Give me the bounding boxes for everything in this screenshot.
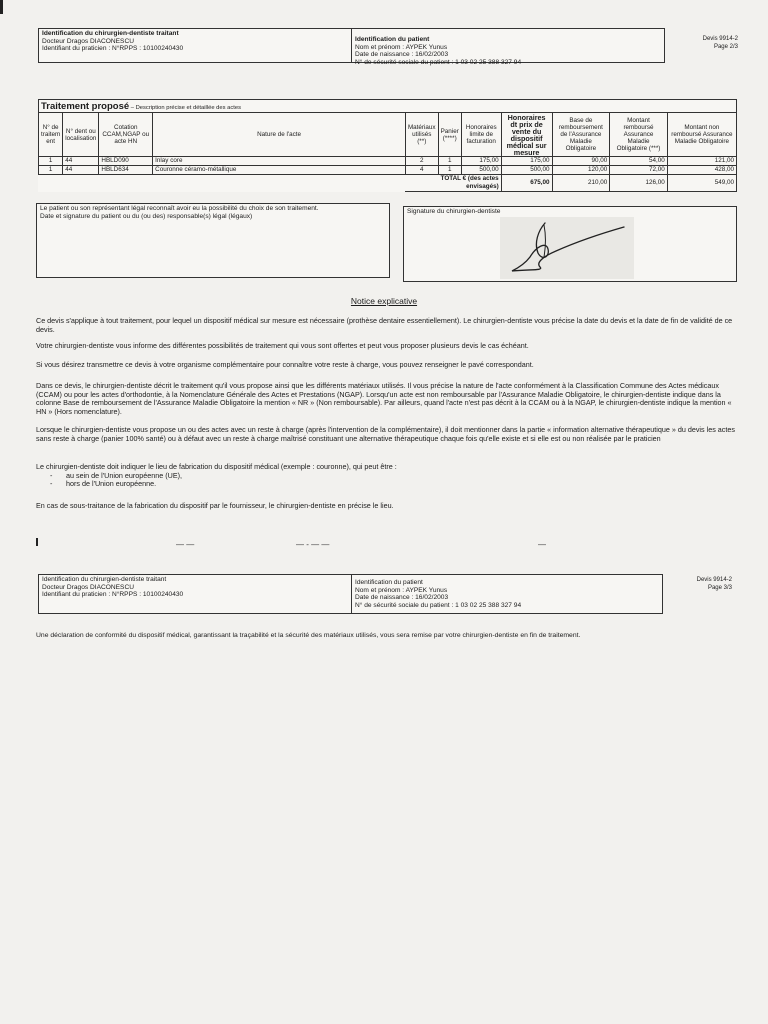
cell-panier: 1 <box>438 166 461 175</box>
notice-title: Notice explicative <box>350 296 418 306</box>
notice-paragraph: Si vous désirez transmettre ce devis à votre organisme complémentaire pour connaître votre reste à charge, vous pouvez renseigner le pavé correspondant. <box>36 360 534 369</box>
notice-paragraph: Lorsque le chirurgien-dentiste vous propose un ou des actes avec un reste à charge (après l'intervention de la complémentaire), il doit mentionner dans la partie « information alternative thérapeutique » du devis les actes sans reste à charge (panier 100% santé) ou à défaut avec un reste à charge maîtrisé constituant une alternative thérapeutique chaque fois qu'elle existe et si elle est ou non réalisée par le praticien <box>36 425 735 443</box>
cell-honoraires: 175,00 <box>501 157 552 166</box>
treatment-table <box>38 112 737 192</box>
total-spacer <box>39 175 406 192</box>
patient-title: Identification du patient <box>355 579 423 586</box>
patient-dob: Date de naissance : 16/02/2003 <box>355 594 449 602</box>
notice-paragraph: Le chirurgien-dentiste doit indiquer le lieu de fabrication du dispositif médical (exemple : couronne), qui peut être : <box>36 462 397 471</box>
patient-ssn: N° de sécurité sociale du patient : 1 03 02 25 388 327 94 <box>355 601 522 609</box>
page2-identification-box <box>38 28 665 66</box>
col-header-honoraires: Honoraires dt prix de vente du dispositif médical sur mesure <box>501 113 552 157</box>
page3-identification-box <box>38 574 663 614</box>
patient-title: Identification du patient <box>355 36 430 43</box>
cell-limite: 500,00 <box>461 166 501 175</box>
cell-cotation: HBLD634 <box>99 166 153 175</box>
patient-ssn: N° de sécurité sociale du patient : 1 03 02 25 388 327 94 <box>355 58 522 66</box>
conformity-declaration: Une déclaration de conformité du dispositif médical, garantissant la traçabilité et la sécurité des matériaux utilisés, vous sera remise par votre chirurgien-dentiste en fin de traitement. <box>36 632 581 639</box>
cell-non-rembourse: 428,00 <box>667 166 736 175</box>
total-rembourse: 126,00 <box>610 175 667 192</box>
consent-line1: Le patient ou son représentant légal reconnaît avoir eu la possibilité du choix de son traitement. <box>40 205 319 212</box>
cell-panier: 1 <box>438 157 461 166</box>
manufacturing-location-list <box>50 472 736 489</box>
col-header-cotation: Cotation CCAM,NGAP ou acte HN <box>99 113 153 157</box>
scan-mark <box>36 538 38 546</box>
patient-name: Nom et prénom : AYPEK Yunus <box>355 43 448 51</box>
notice-paragraph: Votre chirurgien-dentiste vous informe des différentes possibilités de traitement qui vous sont offertes et peut vous proposer plusieurs devis le cas échéant. <box>36 341 529 350</box>
table-header-row <box>39 113 737 157</box>
page3-devis-ref <box>697 577 732 592</box>
dentist-identification <box>39 575 352 613</box>
cell-nature: Couronne céramo-métallique <box>153 166 406 175</box>
cell-materiaux: 2 <box>405 157 438 166</box>
cell-limite: 175,00 <box>461 157 501 166</box>
devis-number: Devis 9914-2 <box>702 36 738 42</box>
cell-cotation: HBLD090 <box>99 157 153 166</box>
dentist-title: Identification du chirurgien-dentiste traitant <box>42 576 167 583</box>
col-header-dent: N° dent ou localisation <box>63 113 99 157</box>
col-header-base: Base de remboursement de l'Assurance Maladie Obligatoire <box>552 113 610 157</box>
consent-line2: Date et signature du patient ou du (ou des) responsable(s) légal (légaux) <box>40 212 253 220</box>
page2-devis-ref <box>703 36 738 51</box>
page-number: Page 3/3 <box>707 584 732 591</box>
total-non-rembourse: 549,00 <box>667 175 736 192</box>
separator-dashes: — <box>538 540 546 549</box>
notice-list-block <box>36 463 736 489</box>
cell-rembourse: 54,00 <box>610 157 667 166</box>
cell-dent: 44 <box>63 157 99 166</box>
col-header-limite: Honoraires limite de facturation <box>461 113 501 157</box>
treatment-title-text: Traitement proposé <box>41 101 130 112</box>
dentist-title: Identification du chirurgien-dentiste traitant <box>42 30 179 37</box>
list-item: - au sein de l'Union européenne (UE), <box>50 472 736 481</box>
col-header-rembourse: Montant remboursé Assurance Maladie Obligatoire (***) <box>610 113 667 157</box>
cell-honoraires: 500,00 <box>501 166 552 175</box>
col-header-non-rembourse: Montant non remboursé Assurance Maladie Obligatoire <box>667 113 736 157</box>
col-header-num: N° de traitem ent <box>39 113 63 157</box>
separator-dashes: — - — — <box>296 540 330 549</box>
handwritten-signature <box>500 217 634 279</box>
treatment-subtitle: – Description précise et détaillée des actes <box>129 105 241 111</box>
cell-base: 120,00 <box>552 166 610 175</box>
notice-paragraph: Ce devis s'applique à tout traitement, pour lequel un dispositif médical sur mesure est nécessaire (prothèse dentaire essentiellement). Le chirurgien-dentiste vous précise la date du devis et la date de fin de validité de ce devis. <box>36 316 733 334</box>
patient-consent-box <box>36 203 390 278</box>
cell-non-rembourse: 121,00 <box>667 157 736 166</box>
dentist-name: Docteur Dragos DIACONESCU <box>42 37 134 45</box>
devis-number: Devis 9914-2 <box>696 577 732 583</box>
signature-label: Signature du chirurgien-dentiste <box>407 208 501 215</box>
col-header-nature: Nature de l'acte <box>153 113 406 157</box>
list-item: - hors de l'Union européenne. <box>50 480 736 489</box>
treatment-title <box>38 99 737 112</box>
table-row <box>39 166 737 175</box>
patient-dob: Date de naissance : 16/02/2003 <box>355 51 449 59</box>
col-header-panier: Panier (****) <box>438 113 461 157</box>
notice-paragraph: Dans ce devis, le chirurgien-dentiste décrit le traitement qu'il vous propose ainsi que les différents matériaux utilisés. Il vous précise la nature de l'acte conformément à la Classification Commune des Actes médicaux (CCAM) ou pour les actes d'orthodontie, à la Nomenclature Générale des Actes et Prestations (NGAP). Lorsqu'un acte est non remboursable par l'Assurance Maladie Obligatoire, le chirurgien-dentiste indique dans la colonne Base de remboursement de l'Assurance Maladie Obligatoire la mention « NR » (Non remboursable). Par ailleurs, quand l'acte n'est pas décrit à la CCAM ou à la NGAP, le chirurgien-dentiste indique la mention « HN » (Hors nomenclature). <box>36 381 732 416</box>
cell-dent: 44 <box>63 166 99 175</box>
cell-materiaux: 4 <box>405 166 438 175</box>
dentist-identification <box>39 29 352 62</box>
dentist-id: Identifiant du praticien : N°RPPS : 10100240430 <box>42 45 184 53</box>
scan-mark <box>0 0 3 14</box>
table-total-row <box>39 175 737 192</box>
separator-dashes: — — <box>176 540 195 549</box>
total-honoraires: 675,00 <box>501 175 552 192</box>
total-base: 210,00 <box>552 175 610 192</box>
dentist-name: Docteur Dragos DIACONESCU <box>42 583 134 591</box>
cell-base: 90,00 <box>552 157 610 166</box>
cell-nature: Inlay core <box>153 157 406 166</box>
cell-rembourse: 72,00 <box>610 166 667 175</box>
dentist-signature-image <box>500 217 634 279</box>
cell-num: 1 <box>39 157 63 166</box>
notice-paragraph: En cas de sous-traitance de la fabrication du dispositif par le fournisseur, le chirurgien-dentiste en précise le lieu. <box>36 501 394 510</box>
patient-name: Nom et prénom : AYPEK Yunus <box>355 586 448 594</box>
cell-num: 1 <box>39 166 63 175</box>
patient-identification <box>352 29 664 66</box>
page-number: Page 2/3 <box>713 43 738 50</box>
dentist-id: Identifiant du praticien : N°RPPS : 10100240430 <box>42 591 184 599</box>
table-row <box>39 157 737 166</box>
col-header-materiaux: Matériaux utilisés (**) <box>405 113 438 157</box>
patient-identification <box>352 575 662 613</box>
total-label: TOTAL € (des actes envisagés) <box>405 175 501 192</box>
